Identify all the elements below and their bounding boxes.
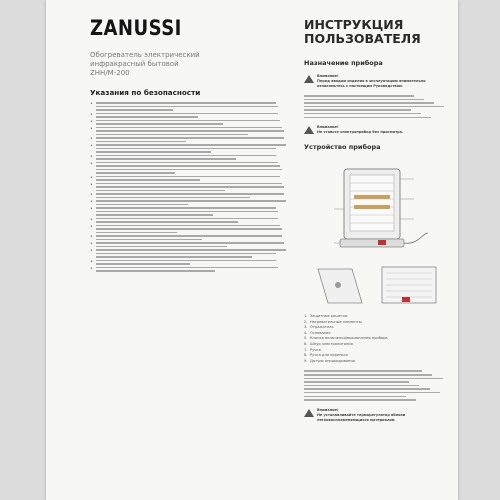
safety-bullet xyxy=(90,183,288,192)
warning-title: Внимание! xyxy=(317,74,339,78)
text-line xyxy=(96,162,278,164)
brand-logo: ZANUSSI xyxy=(90,16,182,40)
safety-bullet xyxy=(90,193,288,198)
text-line xyxy=(96,127,282,129)
text-line xyxy=(96,256,252,258)
text-line xyxy=(96,116,198,118)
part-label: Ручка для переноса xyxy=(310,353,348,358)
text-line xyxy=(96,141,186,143)
safety-bullet xyxy=(90,207,288,216)
text-line xyxy=(96,190,225,192)
safety-list xyxy=(90,102,288,272)
text-line xyxy=(96,137,284,139)
text-line xyxy=(96,214,213,216)
text-line xyxy=(96,267,278,269)
text-line xyxy=(304,381,409,383)
text-line xyxy=(96,123,223,125)
part-number: 9. xyxy=(304,358,308,363)
text-line xyxy=(96,148,276,150)
part-number: 4. xyxy=(304,330,308,335)
text-line xyxy=(304,388,430,390)
text-line xyxy=(96,109,173,111)
safety-bullet xyxy=(90,218,288,223)
part-number: 5. xyxy=(304,336,308,341)
text-line xyxy=(96,155,276,157)
text-line xyxy=(96,242,284,244)
text-line xyxy=(96,221,238,223)
warning-title: Внимание! xyxy=(317,407,339,412)
text-line xyxy=(304,396,406,398)
heater-back-illustration xyxy=(304,261,450,311)
part-label: Ручка xyxy=(310,347,321,352)
part-label: Защитные решетки xyxy=(310,314,348,319)
product-subtitle xyxy=(90,51,288,78)
part-label: Отражатель xyxy=(310,325,334,330)
purpose-paragraph xyxy=(304,95,450,118)
text-line xyxy=(96,169,282,171)
heater-front-illustration xyxy=(304,159,450,259)
text-line xyxy=(96,225,280,227)
safety-bullet xyxy=(90,225,288,234)
safety-bullet xyxy=(90,144,288,153)
text-line xyxy=(96,253,276,255)
warning-body xyxy=(317,74,450,89)
part-label: Шнур электропитания xyxy=(310,342,353,347)
safety-bullet xyxy=(90,242,288,247)
page-title xyxy=(304,18,450,46)
text-line xyxy=(96,218,278,220)
safety-bullet xyxy=(90,120,288,125)
text-line xyxy=(96,270,215,272)
part-number: 8. xyxy=(304,353,308,358)
text-line xyxy=(96,200,286,202)
text-line xyxy=(304,102,434,104)
text-line xyxy=(96,186,284,188)
safety-bullet xyxy=(90,155,288,160)
text-line xyxy=(96,235,282,237)
safety-bullet xyxy=(90,267,288,272)
subtitle-line: инфракрасный бытовой xyxy=(90,60,179,68)
text-line xyxy=(96,151,211,153)
warning-body xyxy=(317,408,450,423)
warning-icon xyxy=(304,75,314,83)
part-number: 6. xyxy=(304,342,308,347)
part-number: 3. xyxy=(304,325,308,330)
text-line xyxy=(96,263,190,265)
text-line xyxy=(304,374,432,376)
right-column xyxy=(304,18,450,423)
text-line xyxy=(96,197,250,199)
text-line xyxy=(304,109,411,111)
title-line: ИНСТРУКЦИЯ xyxy=(304,17,404,32)
text-line xyxy=(96,249,286,251)
left-column xyxy=(90,18,288,274)
part-label: Основание xyxy=(310,330,331,335)
part-number: 7. xyxy=(304,347,308,352)
text-line xyxy=(96,246,227,248)
safety-bullet xyxy=(90,176,288,181)
heater-back-drawing xyxy=(304,261,450,311)
text-line xyxy=(304,399,416,401)
parts-list-item xyxy=(304,359,450,365)
usage-paragraph xyxy=(304,370,450,400)
part-number: 1. xyxy=(304,314,308,319)
safety-bullet xyxy=(90,260,288,265)
text-line xyxy=(304,370,422,372)
part-label: Датчик опрокидывания xyxy=(310,358,355,363)
heater-front-drawing xyxy=(304,159,450,259)
text-line xyxy=(96,207,276,209)
text-line xyxy=(96,239,202,241)
text-line xyxy=(96,211,278,213)
safety-bullet xyxy=(90,137,288,142)
parts-list xyxy=(304,314,450,364)
part-label: Нагревательные элементы xyxy=(310,319,362,324)
text-line xyxy=(304,99,424,101)
text-line xyxy=(304,113,421,115)
text-line xyxy=(96,204,188,206)
text-line xyxy=(304,385,419,387)
text-line xyxy=(96,113,278,115)
text-line xyxy=(96,176,280,178)
warning-box xyxy=(304,408,450,423)
subtitle-line: Обогреватель электрический xyxy=(90,51,200,59)
safety-bullet xyxy=(90,249,288,258)
part-label: Кнопка включения/выключения прибора xyxy=(310,336,388,341)
text-line xyxy=(96,232,177,234)
text-line xyxy=(96,120,280,122)
text-line xyxy=(96,260,276,262)
text-line xyxy=(96,172,175,174)
subtitle-line: ZHH/M-200 xyxy=(90,69,130,77)
safety-bullet xyxy=(90,235,288,240)
text-line xyxy=(96,158,236,160)
text-line xyxy=(96,144,286,146)
text-line xyxy=(96,165,280,167)
warning-icon xyxy=(304,409,314,417)
warning-text: Перед вводом изделия в эксплуатацию внимательно ознакомьтесь с настоящим Руководством. xyxy=(317,79,426,88)
purpose-heading: Назначение прибора xyxy=(304,59,383,67)
warning-text: Не ставьте электроприбор без присмотра. xyxy=(317,130,404,135)
warning-body xyxy=(317,125,450,135)
part-number: 2. xyxy=(304,319,308,324)
structure-heading: Устройство прибора xyxy=(304,143,381,152)
safety-bullet xyxy=(90,113,288,118)
manual-page xyxy=(46,0,458,500)
text-line xyxy=(96,179,200,181)
text-line xyxy=(304,117,431,119)
warning-icon xyxy=(304,126,314,134)
safety-bullet xyxy=(90,200,288,205)
warning-title: Внимание! xyxy=(317,125,339,130)
text-line xyxy=(304,95,414,97)
warning-box xyxy=(304,74,450,89)
text-line xyxy=(96,106,278,108)
text-line xyxy=(304,392,440,394)
text-line xyxy=(96,102,276,104)
text-line xyxy=(96,134,248,136)
text-line xyxy=(96,193,284,195)
safety-bullet xyxy=(90,102,288,111)
safety-bullet xyxy=(90,162,288,174)
safety-bullet xyxy=(90,127,288,136)
text-line xyxy=(304,378,443,380)
text-line xyxy=(304,106,444,108)
warning-text: Не устанавливайте терморегулятор вблизи легковоспламеняющихся материалов. xyxy=(317,412,406,422)
text-line xyxy=(96,183,282,185)
text-line xyxy=(96,130,284,132)
text-line xyxy=(96,228,282,230)
title-line: ПОЛЬЗОВАТЕЛЯ xyxy=(304,31,421,46)
warning-box xyxy=(304,125,450,135)
safety-heading: Указания по безопасности xyxy=(90,88,201,97)
